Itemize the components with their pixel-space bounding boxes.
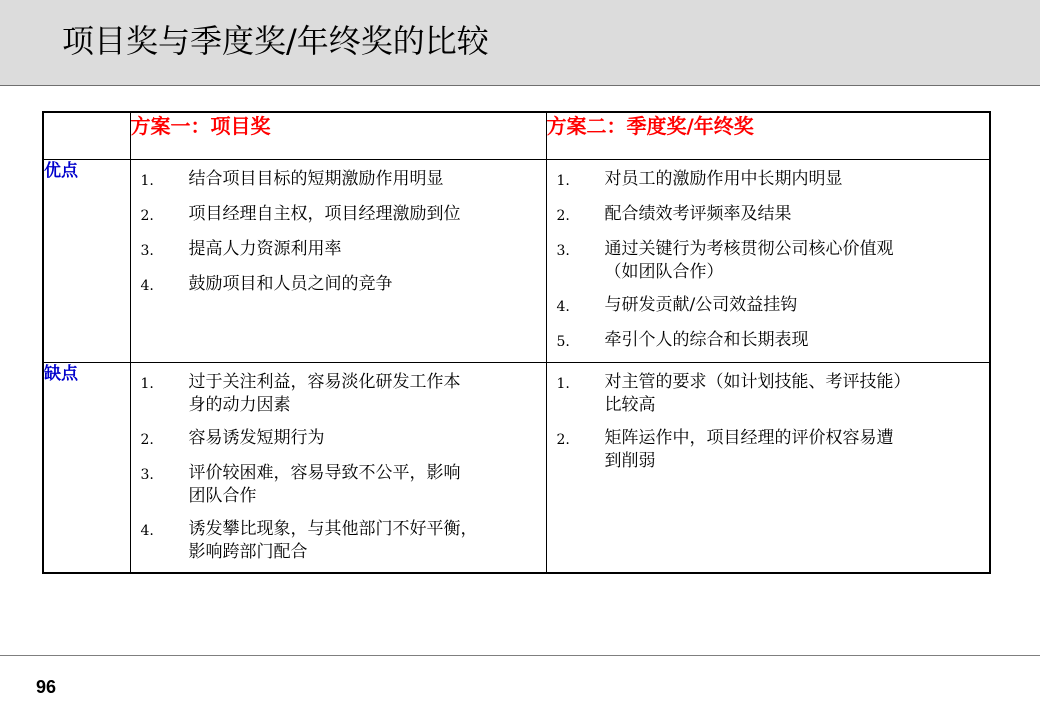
item-number: 1. bbox=[556, 375, 570, 392]
list-item bbox=[557, 427, 984, 473]
pros-plan1-list bbox=[131, 160, 546, 306]
item-number: 4. bbox=[556, 298, 570, 315]
header-plan1: 方案一：项目奖 bbox=[130, 112, 546, 159]
page-number: 96 bbox=[36, 677, 57, 697]
title-bar bbox=[0, 0, 1040, 86]
list-item bbox=[141, 427, 540, 452]
cons-plan2-cell bbox=[546, 362, 990, 573]
item-text: 容易诱发短期行为 bbox=[188, 427, 325, 448]
item-number: 3. bbox=[556, 242, 570, 259]
item-text: 提高人力资源利用率 bbox=[188, 238, 342, 259]
item-text: 牵引个人的综合和长期表现 bbox=[604, 329, 809, 350]
item-text: 通过关键行为考核贯彻公司核心价值观 （如团队合作） bbox=[604, 238, 894, 282]
item-number: 1. bbox=[140, 172, 154, 189]
page-title: 项目奖与季度奖/年终奖的比较 bbox=[62, 22, 489, 60]
item-text: 对员工的激励作用中长期内明显 bbox=[604, 168, 843, 189]
header-empty-cell bbox=[43, 112, 130, 159]
item-number: 3. bbox=[140, 242, 154, 259]
item-number: 2. bbox=[556, 431, 570, 448]
item-text: 配合绩效考评频率及结果 bbox=[604, 203, 792, 224]
header-plan2: 方案二：季度奖/年终奖 bbox=[546, 112, 990, 159]
item-number: 3. bbox=[140, 466, 154, 483]
table-header-row bbox=[43, 112, 990, 159]
item-text: 与研发贡献/公司效益挂钩 bbox=[604, 294, 798, 315]
item-text: 鼓励项目和人员之间的竞争 bbox=[188, 273, 393, 294]
item-text: 结合项目目标的短期激励作用明显 bbox=[188, 168, 444, 189]
table-row-cons bbox=[43, 362, 990, 573]
item-number: 5. bbox=[556, 333, 570, 350]
comparison-table bbox=[42, 111, 991, 574]
list-item bbox=[141, 238, 540, 263]
table-row-pros bbox=[43, 159, 990, 362]
list-item bbox=[557, 238, 984, 284]
pros-plan1-cell bbox=[130, 159, 546, 362]
item-number: 2. bbox=[140, 431, 154, 448]
list-item bbox=[557, 168, 984, 193]
cons-plan2-list bbox=[547, 363, 990, 481]
list-item bbox=[141, 273, 540, 298]
footer-divider bbox=[0, 655, 1040, 656]
item-number: 1. bbox=[140, 375, 154, 392]
pros-plan2-list bbox=[547, 160, 990, 362]
item-number: 4. bbox=[140, 277, 154, 294]
item-number: 4. bbox=[140, 522, 154, 539]
list-item bbox=[141, 371, 540, 417]
item-text: 项目经理自主权，项目经理激励到位 bbox=[188, 203, 461, 224]
list-item bbox=[557, 294, 984, 319]
list-item bbox=[557, 329, 984, 354]
pros-plan2-cell bbox=[546, 159, 990, 362]
list-item bbox=[557, 371, 984, 417]
item-text: 过于关注利益，容易淡化研发工作本 身的动力因素 bbox=[188, 371, 461, 415]
list-item bbox=[141, 518, 540, 564]
item-text: 对主管的要求（如计划技能、考评技能） 比较高 bbox=[604, 371, 911, 415]
item-text: 评价较困难，容易导致不公平，影响 团队合作 bbox=[188, 462, 461, 506]
list-item bbox=[141, 203, 540, 228]
list-item bbox=[557, 203, 984, 228]
item-number: 2. bbox=[140, 207, 154, 224]
list-item bbox=[141, 168, 540, 193]
cons-plan1-cell bbox=[130, 362, 546, 573]
list-item bbox=[141, 462, 540, 508]
row-label-cons: 缺点 bbox=[43, 362, 130, 573]
item-text: 矩阵运作中，项目经理的评价权容易遭 到削弱 bbox=[604, 427, 894, 471]
item-number: 1. bbox=[556, 172, 570, 189]
item-number: 2. bbox=[556, 207, 570, 224]
row-label-pros: 优点 bbox=[43, 159, 130, 362]
item-text: 诱发攀比现象，与其他部门不好平衡， 影响跨部门配合 bbox=[188, 518, 478, 562]
cons-plan1-list bbox=[131, 363, 546, 572]
